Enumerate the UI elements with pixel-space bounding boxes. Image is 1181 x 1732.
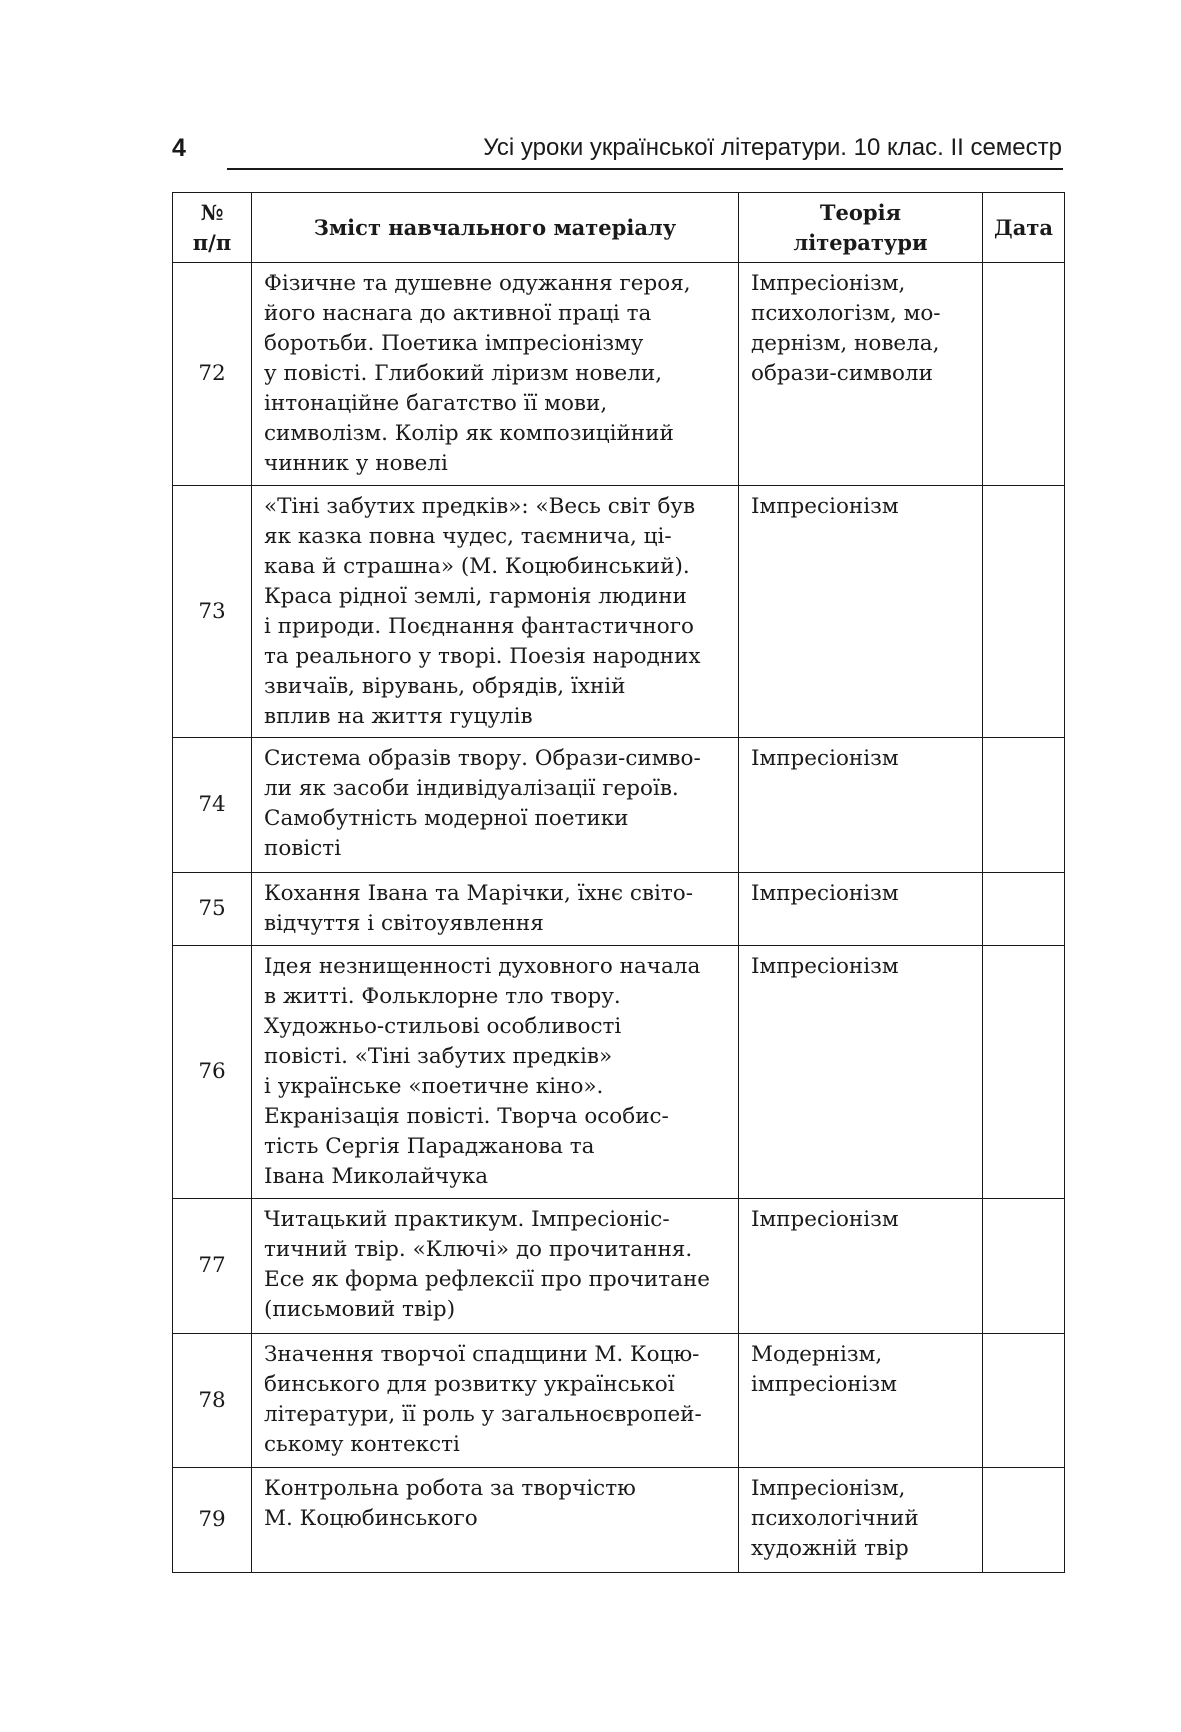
row-date xyxy=(983,1199,1065,1334)
table-row xyxy=(173,1334,1065,1468)
row-date xyxy=(983,946,1065,1199)
row-number: 76 xyxy=(173,946,252,1199)
table-row xyxy=(173,1199,1065,1334)
row-theory: Імпресіонізм xyxy=(739,873,983,946)
row-content: Фізичне та душевне одужання героя, його наснага до активної праці та боротьби. Поетика імпресіонізму у повісті. Глибокий ліризм новели, інтонаційне багатство її мови, символізм. Колір як композиційний чинник у новелі xyxy=(252,263,739,486)
row-date xyxy=(983,873,1065,946)
row-number: 74 xyxy=(173,738,252,873)
row-theory: Імпресіонізм xyxy=(739,486,983,738)
row-date xyxy=(983,1468,1065,1573)
running-title: Усі уроки української літератури. 10 клас. ІІ семестр xyxy=(483,134,1062,161)
table-row xyxy=(173,263,1065,486)
row-theory: Імпресіонізм xyxy=(739,946,983,1199)
table-row xyxy=(173,873,1065,946)
row-theory: Імпресіонізм xyxy=(739,1199,983,1334)
header-theory: Теорія літератури xyxy=(739,193,983,263)
row-date xyxy=(983,486,1065,738)
row-number: 75 xyxy=(173,873,252,946)
header-number: № п/п xyxy=(173,193,252,263)
table-header-row xyxy=(173,193,1065,263)
row-content: Значення творчої спадщини М. Коцю- бинського для розвитку української літератури, її роль у загальноєвропей- ському контексті xyxy=(252,1334,739,1468)
row-theory: Імпресіонізм, психологізм, мо- дернізм, новела, образи-символи xyxy=(739,263,983,486)
row-content: Система образів твору. Образи-симво- ли як засоби індивідуалізації героїв. Самобутність модерної поетики повісті xyxy=(252,738,739,873)
row-theory: Модернізм, імпресіонізм xyxy=(739,1334,983,1468)
table-row xyxy=(173,738,1065,873)
row-number: 72 xyxy=(173,263,252,486)
row-number: 78 xyxy=(173,1334,252,1468)
header-rule xyxy=(227,168,1063,170)
row-content: Ідея незнищенності духовного начала в житті. Фольклорне тло твору. Художньо-стильові особливості повісті. «Тіні забутих предків» і українське «поетичне кіно». Екранізація повісті. Творча особис- тість Сергія Параджанова та Івана Миколайчука xyxy=(252,946,739,1199)
row-number: 73 xyxy=(173,486,252,738)
row-theory: Імпресіонізм, психологічний художній твір xyxy=(739,1468,983,1573)
row-number: 77 xyxy=(173,1199,252,1334)
row-content: Кохання Івана та Марічки, їхнє світо- відчуття і світоуявлення xyxy=(252,873,739,946)
header-date: Дата xyxy=(983,193,1065,263)
row-content: Контрольна робота за творчістю М. Коцюбинського xyxy=(252,1468,739,1573)
table-row xyxy=(173,486,1065,738)
lesson-plan-table xyxy=(172,192,1065,1573)
row-theory: Імпресіонізм xyxy=(739,738,983,873)
header-content: Зміст навчального матеріалу xyxy=(252,193,739,263)
page-number: 4 xyxy=(172,134,186,162)
row-content: Читацький практикум. Імпресіоніс- тичний твір. «Ключі» до прочитання. Есе як форма рефлексії про прочитане (письмовий твір) xyxy=(252,1199,739,1334)
row-content: «Тіні забутих предків»: «Весь світ був як казка повна чудес, таємнича, ці- кава й страшна» (М. Коцюбинський). Краса рідної землі, гармонія людини і природи. Поєднання фантастичного та реального у творі. Поезія народних звичаїв, вірувань, обрядів, їхній вплив на життя гуцулів xyxy=(252,486,739,738)
table-row xyxy=(173,1468,1065,1573)
table-row xyxy=(173,946,1065,1199)
row-date xyxy=(983,263,1065,486)
row-number: 79 xyxy=(173,1468,252,1573)
row-date xyxy=(983,738,1065,873)
row-date xyxy=(983,1334,1065,1468)
